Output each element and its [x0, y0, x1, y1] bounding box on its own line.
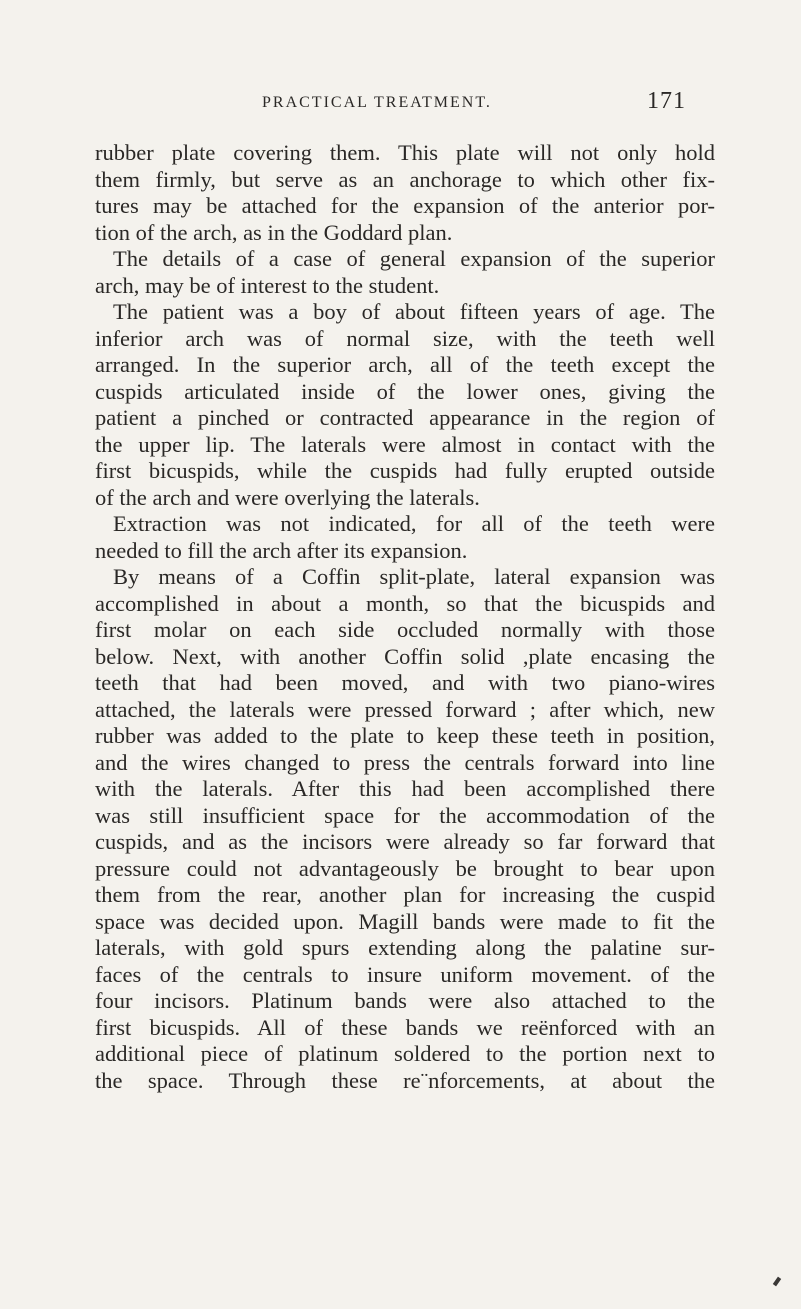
text-line: attached, the laterals were pressed forward ; after which, new: [95, 696, 715, 722]
text-line: arranged. In the superior arch, all of the teeth except the: [95, 352, 715, 377]
text-line: patient a pinched or contracted appearance in the region of: [95, 405, 715, 430]
text-line: four incisors. Platinum bands were also attached to the: [95, 988, 715, 1013]
text-line: was still insufficient space for the accommodation of the: [95, 802, 715, 828]
text-line: first bicuspids. All of these bands we reënforced with an: [95, 1014, 715, 1040]
scan-speck: [773, 1277, 781, 1287]
text-line: additional piece of platinum soldered to the portion next to: [95, 1041, 715, 1066]
text-line: cuspids articulated inside of the lower ones, giving the: [95, 378, 715, 404]
text-line: of the arch and were overlying the laterals.: [95, 484, 480, 510]
text-line: Extraction was not indicated, for all of the teeth were: [113, 511, 715, 536]
body-text: [95, 140, 715, 1094]
text-line: tion of the arch, as in the Goddard plan.: [95, 219, 453, 245]
text-line: arch, may be of interest to the student.: [95, 272, 440, 298]
page-number: 171: [647, 88, 686, 114]
text-line: them from the rear, another plan for increasing the cuspid: [95, 882, 715, 907]
text-line: the upper lip. The laterals were almost in contact with the: [95, 431, 715, 457]
text-line: rubber plate covering them. This plate will not only hold: [95, 140, 715, 165]
text-line: cuspids, and as the incisors were already so far forward that: [95, 829, 715, 854]
text-line: them firmly, but serve as an anchorage to which other fix-: [95, 166, 715, 192]
text-line: first molar on each side occluded normally with those: [95, 617, 715, 642]
text-line: By means of a Coffin split-plate, lateral expansion was: [113, 564, 715, 589]
text-line: inferior arch was of normal size, with the teeth well: [95, 325, 715, 351]
text-line: below. Next, with another Coffin solid ,plate encasing the: [95, 643, 715, 669]
text-line: The patient was a boy of about fifteen years of age. The: [113, 299, 715, 324]
text-line: pressure could not advantageously be brought to bear upon: [95, 855, 715, 881]
text-line: and the wires changed to press the centrals forward into line: [95, 749, 715, 775]
text-line: needed to fill the arch after its expansion.: [95, 537, 468, 563]
text-line: space was decided upon. Magill bands were made to fit the: [95, 908, 715, 934]
text-line: laterals, with gold spurs extending along the palatine sur-: [95, 935, 715, 960]
text-line: first bicuspids, while the cuspids had fully erupted outside: [95, 458, 715, 483]
text-line: the space. Through these re¨nforcements, at about the: [95, 1067, 715, 1093]
text-line: faces of the centrals to insure uniform movement. of the: [95, 961, 715, 987]
text-line: The details of a case of general expansion of the superior: [113, 246, 715, 271]
text-line: accomplished in about a month, so that the bicuspids and: [95, 590, 715, 616]
text-line: rubber was added to the plate to keep these teeth in position,: [95, 723, 715, 748]
running-title: PRACTICAL TREATMENT.: [262, 94, 492, 111]
text-line: with the laterals. After this had been accomplished there: [95, 776, 715, 801]
text-line: teeth that had been moved, and with two piano-wires: [95, 670, 715, 695]
page-header: [256, 88, 686, 128]
text-line: tures may be attached for the expansion of the anterior por-: [95, 193, 715, 218]
